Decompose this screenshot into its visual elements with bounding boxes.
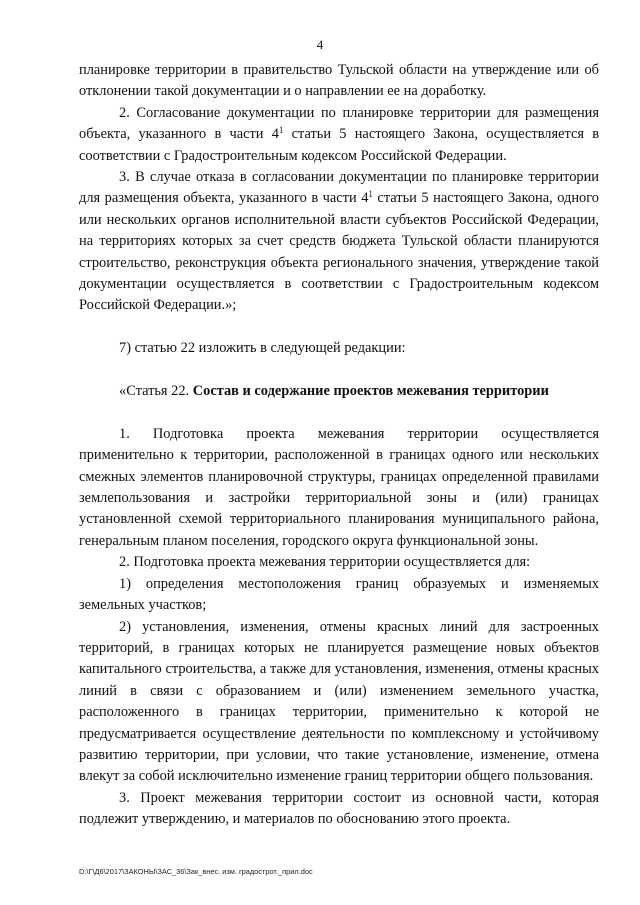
page-number: 4 — [316, 37, 324, 52]
amendment-instruction: 7) статью 22 изложить в следующей редакции: — [119, 340, 406, 357]
superscript-marker: 1 — [278, 125, 284, 136]
footer-file-path: D:\Г\Д6\2017\ЗАКОНЫ\ЗАС_36\Зак_внес. изм. градострот._прил.doc — [79, 867, 313, 876]
document-body — [79, 60, 599, 831]
paragraph-continuation: планировке территории в правительство Тульской области на утверждение или об отклонении такой документации и о направлении ее на доработку. — [79, 62, 599, 100]
article-heading — [79, 381, 599, 402]
item-2-text-start: 2. Согласование документации по планировке территории для размещения объекта, указанного в части 4 — [79, 104, 599, 143]
paragraph-item-3 — [79, 167, 599, 317]
article-subitem-1: 1) определения местоположения границ образуемых и изменяемых земельных участков; — [79, 575, 599, 614]
item-2-text-end: статьи 5 настоящего Закона, осуществляется в соответствии с Градостроительным кодексом Российской Федерации. — [79, 126, 599, 164]
paragraph-item-2 — [79, 103, 599, 167]
item-3-text-end: статьи 5 настоящего Закона, одного или нескольких органов исполнительной власти субъектов Российской Федерации, на территориях которых за счет средств бюджета Тульской области планируются строительство, реконструкция объекта регионального значения, утверждение такой документации осуществляется в соответствии с Градостроительным кодексом Российской Федерации.»; — [79, 190, 599, 314]
article-subitem-2: 2) установления, изменения, отмены красных линий для застроенных территорий, в границах которых не планируется размещение новых объектов капитального строительства, а также для установления, изменения, отмены красных линий в связи с образованием и (или) изменением земельного участка, расположенного в границах территории, применительно к которой не предусматривается осуществление деятельности по комплексному и устойчивому развитию территории, при условии, что такие установление, изменение, отмена влекут за собой исключительно изменение границ территории общего пользования. — [79, 618, 599, 785]
item-3-text-start: 3. В случае отказа в согласовании документации по планировке территории для размещения объекта, указанного в части 4 — [79, 169, 599, 207]
spacer — [79, 317, 599, 338]
article-paragraph-1: 1. Подготовка проекта межевания территории осуществляется применительно к территории, расположенной в границах одного или нескольких смежных элементов планировочной структуры, границах определенной правилами землепользования и застройки территориальной зоны и (или) границах установленной схемой территориального планирования муниципального района, генеральным планом поселения, городского округа функциональной зоны. — [79, 425, 599, 549]
article-number: «Статья 22. — [119, 383, 193, 400]
article-title: Состав и содержание проектов межевания территории — [192, 383, 549, 400]
spacer — [79, 402, 599, 423]
article-paragraph-3: 3. Проект межевания территории состоит из основной части, которая подлежит утверждению, и материалов по обоснованию этого проекта. — [79, 789, 599, 828]
article-paragraph-2: 2. Подготовка проекта межевания территории осуществляется для: — [119, 554, 531, 571]
spacer — [79, 360, 599, 381]
superscript-marker: 1 — [368, 189, 373, 200]
